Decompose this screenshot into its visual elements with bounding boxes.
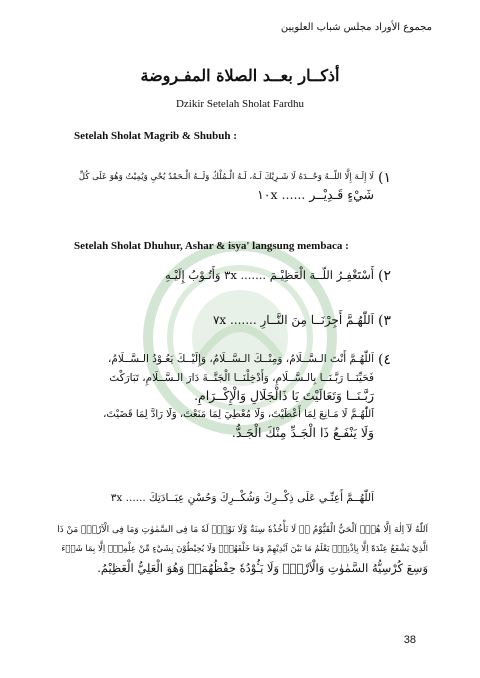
dzikir-line: اَللّٰهُـمَّ لَا مَـانِعَ لِمَا أَعْطَيْتَ، وَلَا مُعْطِيَ لِمَا مَنَعْتَ، وَلَا رَادَّ لِمَا قَضَيْتَ، (103, 408, 374, 420)
ayat-line: الَّذِيْ يَشْفَعُ عِنْدَهٗٓ اِلَّا بِاِذْنِهٖۗ يَعْلَمُ مَا بَيْنَ اَيْدِيْهِمْ وَمَا خَلْفَهُمْۚ وَلَا يُحِيْطُوْنَ بِشَيْءٍ مِّنْ عِلْمِهٖٓ اِلَّا بِمَا شَاۤءَ (61, 544, 428, 554)
ayat-line: وَسِعَ كُرْسِيُّهُ السَّمٰوٰتِ وَالْاَرْضَۚ وَلَا يَـُٔوْدُهٗ حِفْظُهُمَاۚ وَهُوَ الْعَلِيُّ الْعَظِيْمُ. (97, 561, 428, 575)
dzikir-line: فَحَيِّنَــا رَبَّـنَــا بِالـسَّــلَامِ، وَأَدْخِلْنَــا الْجَنَّــةَ دَارَ الـسَّــلَامِ، تَبَارَكْتَ (109, 371, 374, 384)
ayat-line: اَللّٰهُ لَآ اِلٰهَ اِلَّا هُوَۚ اَلْحَيُّ الْقَيُّوْمُ ەۚ لَا تَأْخُذُهٗ سِنَةٌ وَّلَا نَوْمٌۗ لَهٗ مَا فِى السَّمٰوٰتِ وَمَا فِى الْاَرْضِۗ مَنْ ذَا (57, 525, 428, 535)
item-number-1: ١) (378, 170, 391, 186)
section-heading-magrib-shubuh: Setelah Sholat Magrib & Shubuh : (74, 130, 237, 142)
dzikir-line: لَا إِلَـهَ إِلَّا اللّــهُ وَحْــدَهُ لَا شَـرِيْكَ لَـهُ، لَـهُ الْـمُلْكُ وَلَــهُ الْـحَمْدُ يُحْيِ وَيُمِيْتُ وَهُوَ عَلَى كُلِّ (78, 172, 374, 182)
dzikir-line: وَلَا يَنْفَـعُ ذَا الْجَـدِّ مِنْكَ الْجَـدُّ. (231, 425, 374, 440)
dzikir-line: اَللّٰهُـمَّ أَنْتَ الـسَّــلَامُ، وَمِنْــكَ الـسَّــلَامُ، وَإِلَيْــكَ يَعُـوْدُ الـسَّــلَامُ، (108, 353, 374, 365)
dzikir-item-1 (68, 168, 374, 204)
item-number-4: ٤) (378, 352, 391, 368)
page-number: 38 (403, 634, 416, 646)
page-subtitle: Dzikir Setelah Sholat Fardhu (175, 98, 304, 110)
dzikir-item-5: اَللّٰهُــمَّ أَعِنِّـي عَلَى ذِكْــرِكَ وَشُكْــرِكَ وَحُسْنِ عِبَــادَتِكَ ...... ٣x (110, 492, 374, 504)
page-header: مجموع الأوراد مجلس شباب العلويين (280, 22, 432, 33)
section-heading-dhuhur-ashar-isya: Setelah Sholat Dhuhur, Ashar & isya' langsung membaca : (74, 240, 349, 252)
page-title: أذكــار بعــد الصلاة المفـروضة (140, 66, 340, 85)
dzikir-item-2: أَسْتَغْفِـرُ اللّــهَ الْعَظِيْـمَ ....... ٣x وَأَتُـوْبُ إِلَيْـهِ (165, 268, 374, 282)
dzikir-item-4 (100, 350, 374, 443)
item-number-2: ٢) (378, 268, 391, 284)
ayat-kursi (52, 521, 428, 578)
dzikir-line: رَبَّـنَــا وَتَعَالَيْتَ يَا ذَالْجَلَالِ وَالْإِكْــرَامِ. (194, 388, 374, 403)
dzikir-line: شَيْءٍ قَـدِيْــر ...... ١٠x (257, 187, 374, 202)
item-number-3: ٣) (378, 313, 391, 329)
dzikir-item-3: اَللّٰهُـمَّ أَجِرْنَــا مِنَ النَّــارِ ....... ٧x (212, 313, 374, 327)
